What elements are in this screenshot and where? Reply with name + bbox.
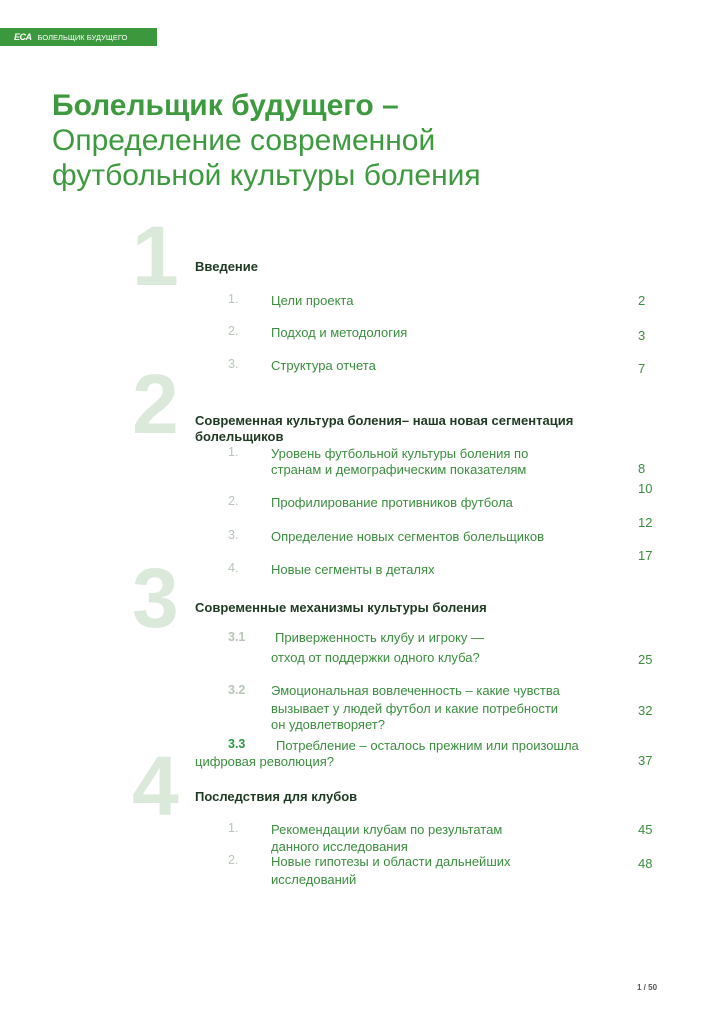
toc-link[interactable]: Подход и методология xyxy=(271,325,408,340)
header-label: БОЛЕЛЬЩИК БУДУЩЕГО xyxy=(37,32,128,42)
page-number[interactable]: 7 xyxy=(638,361,646,376)
section-heading-2-line-2: болельщиков xyxy=(195,429,284,444)
title-line-1: Болельщик будущего – xyxy=(52,89,399,122)
section-heading-1: Введение xyxy=(195,259,258,274)
item-number: 1. xyxy=(228,292,239,306)
page-number[interactable]: 37 xyxy=(638,753,653,768)
page-number[interactable]: 12 xyxy=(638,515,653,530)
toc-link-line-2[interactable]: отход от поддержки одного клуба? xyxy=(271,650,480,665)
title-line-2: Определение современной xyxy=(52,124,436,157)
section-number-3: 3 xyxy=(132,551,179,645)
section-heading-4: Последствия для клубов xyxy=(195,789,358,804)
item-number: 3.2 xyxy=(228,683,246,697)
item-number: 4. xyxy=(228,561,239,575)
section-number-2: 2 xyxy=(132,357,179,451)
toc-link-line-2[interactable]: вызывает у людей футбол и какие потребности xyxy=(271,701,559,716)
page-indicator: 1 / 50 xyxy=(637,983,658,992)
item-number: 1. xyxy=(228,445,239,459)
item-number: 3. xyxy=(228,528,239,542)
page-number[interactable]: 10 xyxy=(638,481,653,496)
item-number: 1. xyxy=(228,821,239,835)
toc-link[interactable]: Структура отчета xyxy=(271,358,376,373)
page-number[interactable]: 32 xyxy=(638,703,653,718)
item-number: 3.3 xyxy=(228,737,246,751)
toc-link[interactable]: Новые гипотезы и области дальнейших xyxy=(271,854,511,869)
page-number[interactable]: 25 xyxy=(638,652,653,667)
item-number: 2. xyxy=(228,853,239,867)
toc-link-line-2[interactable]: данного исследования xyxy=(271,839,408,854)
toc-link[interactable]: Приверженность клубу и игроку — xyxy=(275,630,485,645)
toc-link[interactable]: Профилирование противников футбола xyxy=(271,495,513,510)
section-heading-3: Современные механизмы культуры боления xyxy=(195,600,487,615)
title-line-3: футбольной культуры боления xyxy=(52,159,481,192)
page-number[interactable]: 8 xyxy=(638,461,646,476)
header-bar xyxy=(0,28,157,46)
toc-link[interactable]: Рекомендации клубам по результатам xyxy=(271,822,503,837)
item-number: 2. xyxy=(228,494,239,508)
toc-link[interactable]: Уровень футбольной культуры боления по xyxy=(271,446,529,461)
page-number[interactable]: 3 xyxy=(638,328,646,343)
page-number[interactable]: 45 xyxy=(638,822,653,837)
page-number[interactable]: 17 xyxy=(638,548,653,563)
toc-link-line-2[interactable]: странам и демографическим показателям xyxy=(271,462,527,477)
page-number[interactable]: 2 xyxy=(638,293,646,308)
toc-link[interactable]: Новые сегменты в деталях xyxy=(271,562,435,577)
toc-link-line-3[interactable]: он удовлетворяет? xyxy=(271,717,385,732)
toc-link-line-2[interactable]: исследований xyxy=(271,872,357,887)
toc-link[interactable]: Эмоциональная вовлеченность – какие чувства xyxy=(271,683,560,698)
toc-link[interactable]: Потребление – осталось прежним или произошла xyxy=(276,738,579,753)
item-number: 3.1 xyxy=(228,630,246,644)
page-number[interactable]: 48 xyxy=(638,856,653,871)
toc-link[interactable]: Определение новых сегментов болельщиков xyxy=(271,529,545,544)
toc-link-line-2[interactable]: цифровая революция? xyxy=(195,754,334,769)
eca-logo: ECA xyxy=(14,32,32,42)
section-heading-2-line-1: Современная культура боления– наша новая сегментация xyxy=(195,413,574,428)
section-number-1: 1 xyxy=(132,209,179,303)
item-number: 3. xyxy=(228,357,239,371)
toc-link[interactable]: Цели проекта xyxy=(271,293,354,308)
section-number-4: 4 xyxy=(132,739,179,833)
item-number: 2. xyxy=(228,324,239,338)
